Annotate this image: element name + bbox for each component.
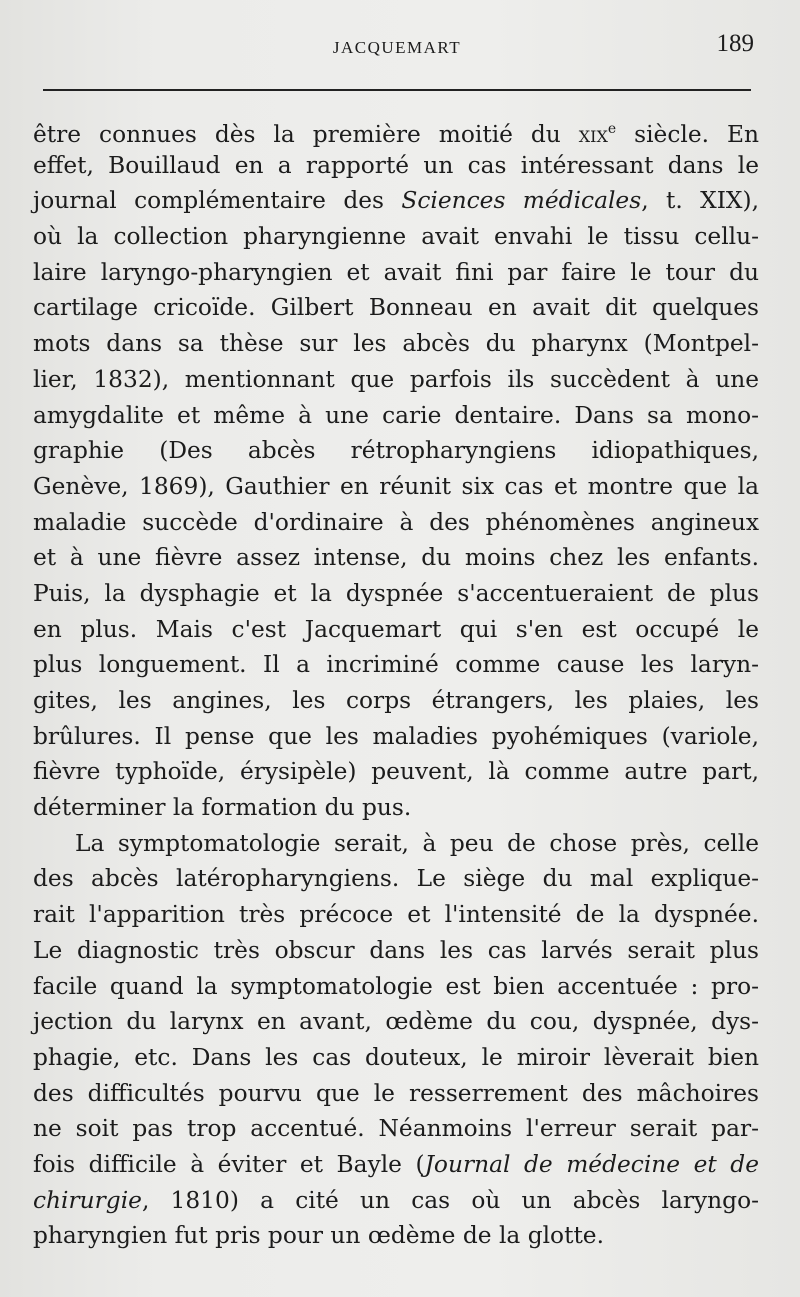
text-line: lier, 1832), mentionnant que parfois ils succèdent à une [33, 365, 759, 393]
text-line: déterminer la formation du pus. [33, 794, 412, 822]
header-rule [43, 89, 751, 91]
text-line: maladie succède d'ordinaire à des phénomènes angineux [33, 508, 759, 536]
text-line: gites, les angines, les corps étrangers, les plaies, les [33, 687, 759, 714]
text-line: journal complémentaire des Sciences médicales, t. XIX), [33, 187, 759, 215]
text-line: pharyngien fut pris pour un œdème de la glotte. [33, 1222, 605, 1250]
text-line: laire laryngo-pharyngien et avait fini par faire le tour du [33, 258, 759, 286]
text-line: cartilage cricoïde. Gilbert Bonneau en avait dit quelques [33, 294, 759, 322]
page-header [36, 30, 758, 70]
text-line: ne soit pas trop accentué. Néanmoins l'erreur serait par- [33, 1115, 759, 1143]
text-line: jection du larynx en avant, œdème du cou, dyspnée, dys- [33, 1008, 759, 1036]
text-line: brûlures. Il pense que les maladies pyohémiques (variole, [33, 722, 759, 750]
text-line: chirurgie, 1810) a cité un cas où un abcès laryngo- [33, 1186, 759, 1214]
text-line: graphie (Des abcès rétropharyngiens idiopathiques, [33, 437, 759, 465]
text-line: facile quand la symptomatologie est bien accentuée : pro- [33, 972, 759, 1000]
text-line: plus longuement. Il a incriminé comme cause les laryn- [33, 651, 759, 679]
paragraph [33, 826, 759, 1254]
text-line: rait l'apparition très précoce et l'intensité de la dyspnée. [33, 901, 759, 929]
text-line: effet, Bouillaud en a rapporté un cas intéressant dans le [33, 151, 759, 179]
body-text [33, 112, 759, 1254]
paragraph [33, 112, 759, 826]
text-line: des abcès latéropharyngiens. Le siège du mal explique- [33, 865, 759, 893]
text-line: être connues dès la première moitié du xix$^e$ siècle. En [33, 121, 759, 148]
text-line: La symptomatologie serait, à peu de chose près, celle [75, 829, 759, 857]
text-line: où la collection pharyngienne avait envahi le tissu cellu- [33, 223, 759, 251]
text-line: phagie, etc. Dans les cas douteux, le miroir lèverait bien [33, 1043, 759, 1071]
text-line: fois difficile à éviter et Bayle (Journal de médecine et de [33, 1150, 760, 1178]
text-line: Le diagnostic très obscur dans les cas larvés serait plus [33, 936, 759, 964]
text-line: fièvre typhoïde, érysipèle) peuvent, là comme autre part, [33, 758, 759, 786]
text-line: et à une fièvre assez intense, du moins chez les enfants. [33, 544, 759, 572]
text-line: des difficultés pourvu que le resserrement des mâchoires [33, 1079, 759, 1107]
page-number: 189 [716, 30, 754, 57]
text-line: en plus. Mais c'est Jacquemart qui s'en est occupé le [33, 615, 759, 643]
text-line: Genève, 1869), Gauthier en réunit six cas et montre que la [33, 472, 759, 500]
text-line: Puis, la dysphagie et la dyspnée s'accentueraient de plus [33, 579, 759, 607]
text-line: amygdalite et même à une carie dentaire. Dans sa mono- [33, 401, 759, 429]
text-line: mots dans sa thèse sur les abcès du pharynx (Montpel- [33, 330, 759, 358]
running-head: JACQUEMART [332, 38, 462, 57]
